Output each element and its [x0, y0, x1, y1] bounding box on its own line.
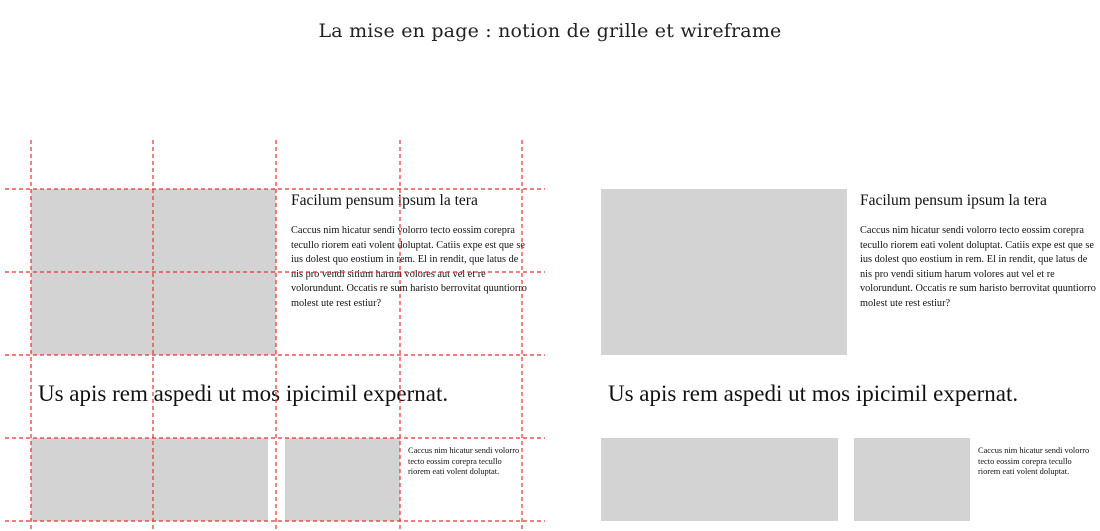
- body-paragraph: Caccus nim hicatur sendi volorro tecto eossim corepra tecullo riorem eati volent doluptat. Catiis expe est que se ius dolest quo eostium in rem. El in rendit, que latus de nis pro vendi sitium harum volores aut vel et re volorundunt. Occatis re sum haristo berrovitat quuntiorro molest ute rest estiur?: [291, 225, 527, 309]
- image-placeholder-wide: [601, 438, 838, 521]
- image-placeholder-large: [601, 189, 847, 355]
- image-placeholder-wide: [31, 438, 268, 521]
- body-paragraph: Caccus nim hicatur sendi volorro tecto eossim corepra tecullo riorem eati volent doluptat. Catiis expe est que se ius dolest quo eostium in rem. El in rendit, que latus de nis pro vendi sitium harum volores aut vel et re volorundunt. Occatis re sum haristo berrovitat quuntiorro molest ute rest estiur?: [860, 225, 1096, 309]
- image-placeholder-small: [854, 438, 970, 521]
- image-placeholder-large: [31, 189, 276, 355]
- page-title: La mise en page : notion de grille et wireframe: [318, 20, 782, 42]
- section-heading: Facilum pensum ipsum la tera: [291, 192, 478, 209]
- tagline: Us apis rem aspedi ut mos ipicimil expernat.: [38, 381, 449, 406]
- image-placeholder-small: [285, 438, 400, 521]
- tagline: Us apis rem aspedi ut mos ipicimil expernat.: [608, 381, 1019, 406]
- caption-text: Caccus nim hicatur sendi volorro tecto eossim corepra tecullo riorem eati volent doluptat.: [978, 446, 1090, 476]
- section-heading: Facilum pensum ipsum la tera: [860, 192, 1047, 209]
- caption-text: Caccus nim hicatur sendi volorro tecto eossim corepra tecullo riorem eati volent doluptat.: [408, 446, 520, 476]
